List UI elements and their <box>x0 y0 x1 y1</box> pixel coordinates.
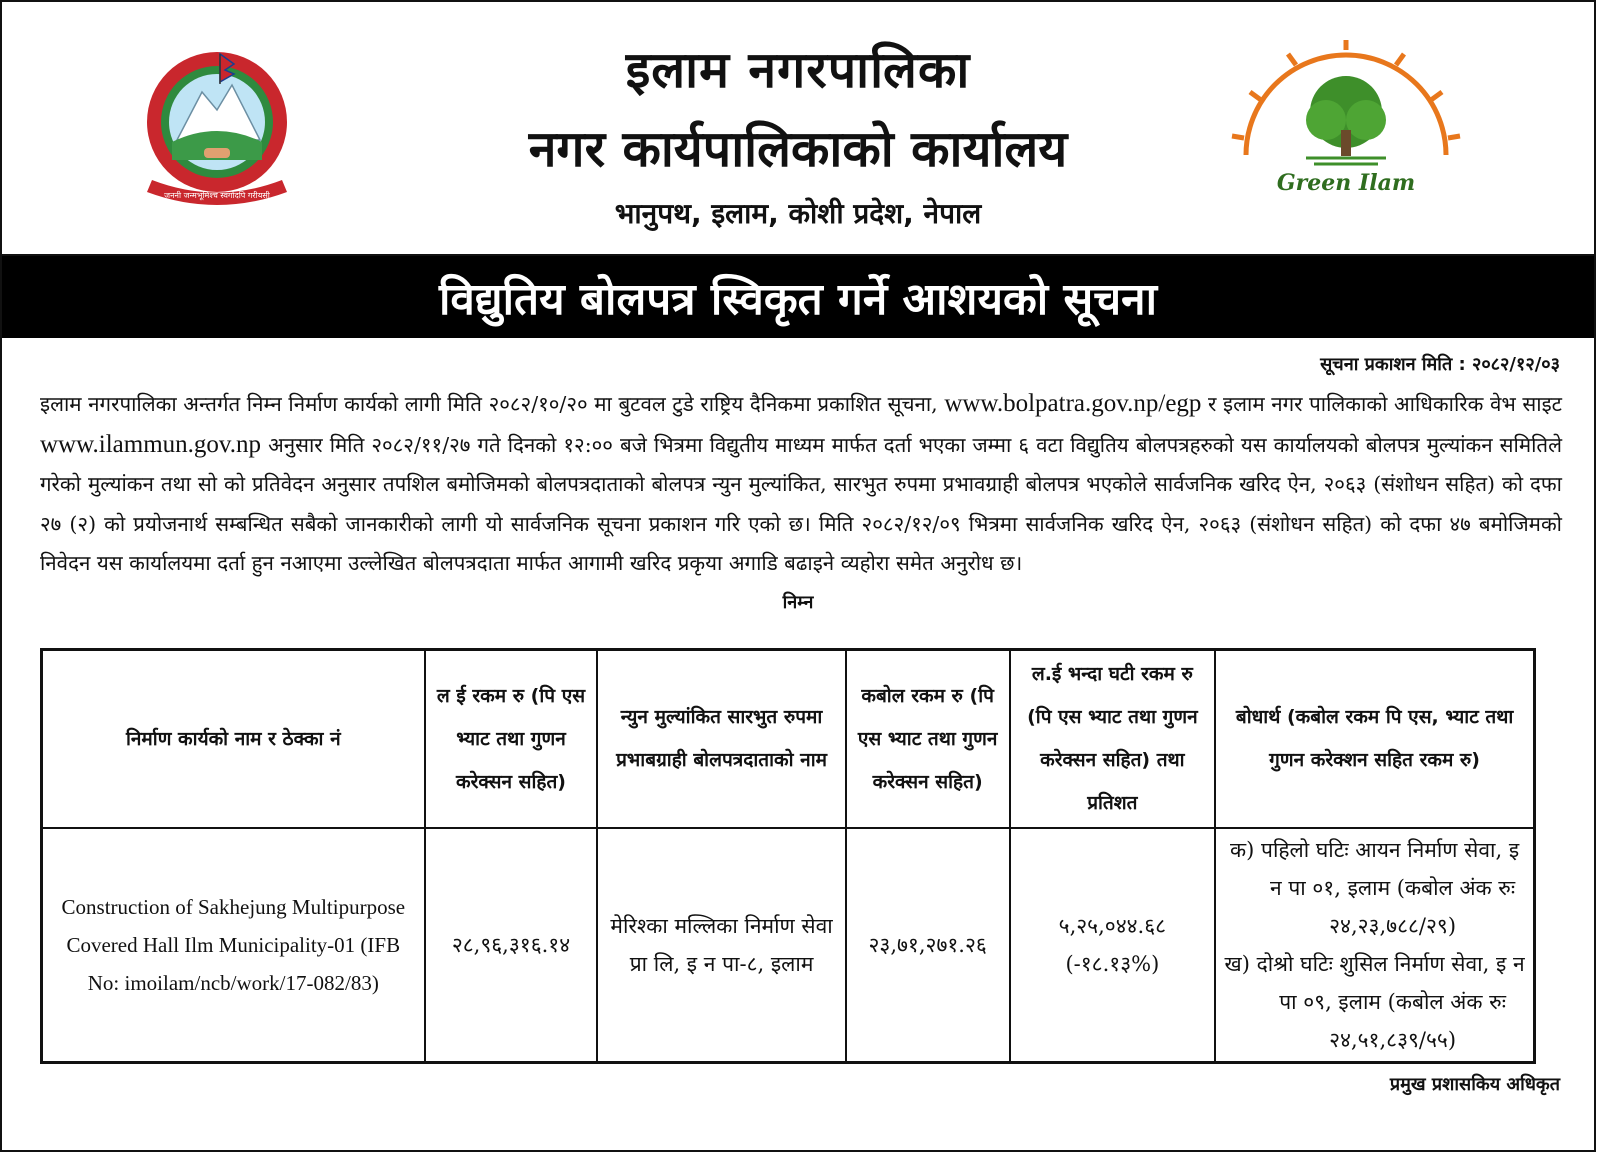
green-ilam-logo-icon <box>1226 40 1466 210</box>
cell-less-amount <box>1010 828 1216 1063</box>
header-estimate: ल ई रकम रु (पि एस भ्याट तथा गुणन करेक्सन सहित) <box>425 650 598 829</box>
notice-text-2: र इलाम नगर पालिकाको आधिकारिक वेभ साइट <box>1201 392 1562 416</box>
svg-text:Green Ilam: Green Ilam <box>1276 170 1416 196</box>
nepal-emblem-icon <box>122 40 312 210</box>
cell-estimate: २८,९६,३१६.१४ <box>425 828 598 1063</box>
svg-text:जननी जन्मभूमिश्च स्वर्गादपि गर: जननी जन्मभूमिश्च स्वर्गादपि गरीयसी <box>164 191 270 200</box>
table-row <box>42 828 1535 1063</box>
municipality-name: इलाम नगरपालिका <box>625 41 971 99</box>
notice-text-3: अनुसार मिति २०८२/११/२७ गते दिनको १२:०० बजे भित्रमा विद्युतीय माध्यम मार्फत दर्ता भएका जम्मा ६ वटा विद्युतिय बोलपत्रहरुको यस कार्यालयको बोलपत्र मुल्यांकन समितिले गरेको मुल्यांकन तथा सो को प्रतिवेदन अनुसार तपशिल बमोजिमको बोलपत्रदाताको बोलपत्र न्युन मुल्यांकित, सारभुत रुपमा प्रभावग्राही बोलपत्र भएकोले सार्वजनिक खरिद ऐन, २०६३ (संशोधन सहित) को दफा २७ (२) को प्रयोजनार्थ सम्बन्धित सबैको जानकारीको लागी यो सार्वजनिक सूचना प्रकाशन गरि एको छ। मिति २०८२/१२/०९ भित्रमा सार्वजनिक खरिद ऐन, २०६३ (संशोधन सहित) को दफा ४७ बमोजिमको निवेदन यस कार्यालयमा दर्ता हुन नआएमा उल्लेखित बोलपत्रदाता मार्फत आगामी खरिद प्रकृया अगाडि बढाइने व्यहोरा समेत अनुरोध छ। <box>40 432 1562 575</box>
bolpatra-link[interactable]: www.bolpatra.gov.np/egp <box>944 390 1202 417</box>
notice-paragraph <box>40 384 1562 584</box>
header-bid-amount: कबोल रकम रु (पि एस भ्याट तथा गुणन करेक्सन सहित) <box>846 650 1010 829</box>
award-table <box>40 648 1536 1064</box>
ilammun-link[interactable]: www.ilammun.gov.np <box>40 430 262 458</box>
cell-bidder: मेरिश्का मल्लिका निर्माण सेवा प्रा लि, इ न पा-८, इलाम <box>597 828 845 1063</box>
less-amount-value: ५,२५,०४४.६८ <box>1058 914 1167 938</box>
header-less-amount: ल.ई भन्दा घटी रकम रु (पि एस भ्याट तथा गुणन करेक्सन सहित) तथा प्रतिशत <box>1010 650 1216 829</box>
publication-date: सूचना प्रकाशन मिति : २०८२/१२/०३ <box>1320 354 1560 375</box>
remark-second: ख) दोश्रो घटिः शुसिल निर्माण सेवा, इ न पा ०९, इलाम (कबोल अंक रुः २४,५१,८३९/५५) <box>1224 952 1525 1052</box>
cell-bid-amount: २३,७१,२७१.२६ <box>846 828 1010 1063</box>
cell-work-name: Construction of Sakhejung Multipurpose Covered Hall Ilm Municipality-01 (IFB No: imoilam/ncb/work/17-082/83) <box>42 828 425 1063</box>
office-name: नगर कार्यपालिकाको कार्यालय <box>528 120 1068 178</box>
cell-remarks <box>1215 828 1534 1063</box>
remark-first: क) पहिलो घटिः आयन निर्माण सेवा, इ न पा ०१, इलाम (कबोल अंक रुः २४,२३,७८८/२९) <box>1230 838 1520 938</box>
signatory-title: प्रमुख प्रशासकिय अधिकृत <box>1389 1074 1560 1095</box>
header-remarks: बोधार्थ (कबोल रकम पि एस, भ्याट तथा गुणन करेक्शन सहित रकम रु) <box>1215 650 1534 829</box>
table-caption: निम्न <box>782 591 814 613</box>
notice-text-1: इलाम नगरपालिका अन्तर्गत निम्न निर्माण कार्यको लागी मिति २०८२/१०/२० मा बुटवल टुडे राष्ट्रिय दैनिकमा प्रकाशित सूचना, <box>40 392 945 416</box>
office-address: भानुपथ, इलाम, कोशी प्रदेश, नेपाल <box>614 197 982 230</box>
header <box>2 2 1594 256</box>
header-work-name: निर्माण कार्यको नाम र ठेक्का नं <box>42 650 425 829</box>
table-header-row <box>42 650 1535 829</box>
less-amount-percent: (-१८.१३%) <box>1065 952 1160 976</box>
header-bidder: न्युन मुल्यांकित सारभुत रुपमा प्रभाबग्राही बोलपत्रदाताको नाम <box>597 650 845 829</box>
notice-banner-title: विद्युतिय बोलपत्र स्विकृत गर्ने आशयको सूचना <box>2 256 1594 338</box>
